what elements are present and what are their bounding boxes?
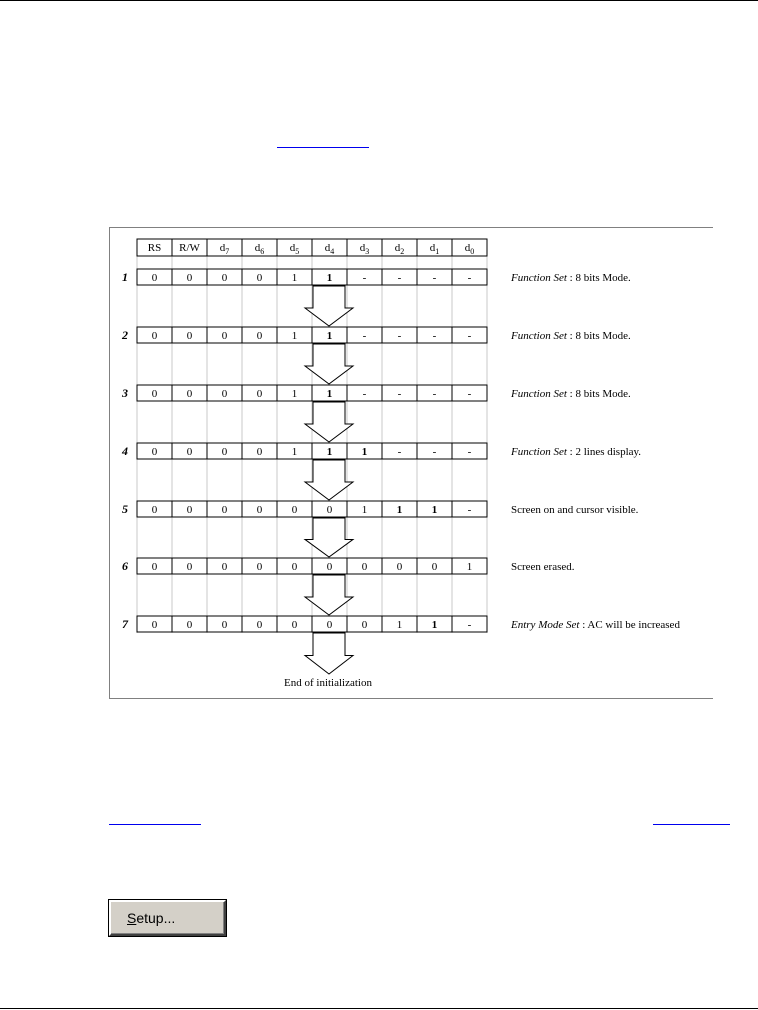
bit-cell-value: 0 bbox=[151, 504, 158, 516]
bit-cell-value: 1 bbox=[396, 619, 403, 631]
bit-cell-value: 1 bbox=[361, 504, 368, 516]
step-number: 4 bbox=[122, 444, 128, 458]
bit-cell-value: 0 bbox=[186, 388, 193, 400]
step-number: 7 bbox=[122, 617, 128, 631]
bit-cell-value: - bbox=[467, 272, 472, 284]
bit-cell-value: 0 bbox=[256, 504, 263, 516]
bit-cell-value: 0 bbox=[256, 272, 263, 284]
bit-cell-value: - bbox=[467, 388, 472, 400]
bit-cell-value: 1 bbox=[326, 330, 333, 342]
bit-cell-value: 0 bbox=[151, 561, 158, 573]
column-header: $d_7$ bbox=[219, 242, 230, 256]
hyperlink-underline-right[interactable] bbox=[653, 824, 730, 825]
bit-cell-value: 0 bbox=[256, 388, 263, 400]
bit-cell-value: 1 bbox=[291, 446, 298, 458]
setup-button[interactable] bbox=[109, 900, 226, 936]
bit-cell-value: - bbox=[432, 330, 437, 342]
step-description: Screen erased. bbox=[511, 561, 575, 573]
bit-cell-value: 1 bbox=[396, 504, 403, 516]
bit-cell-value: 0 bbox=[221, 504, 228, 516]
bit-cell-value: 1 bbox=[361, 446, 368, 458]
step-description: Function Set : 8 bits Mode. bbox=[511, 330, 631, 342]
bit-cell-value: 1 bbox=[291, 388, 298, 400]
top-rule bbox=[0, 0, 758, 1]
bit-cell-value: 0 bbox=[361, 561, 368, 573]
bit-cell-value: 0 bbox=[151, 619, 158, 631]
bit-cell-value: 0 bbox=[186, 561, 193, 573]
bit-cell-value: 0 bbox=[221, 388, 228, 400]
bit-cell-value: 0 bbox=[151, 272, 158, 284]
column-header: RS bbox=[147, 242, 162, 254]
bit-cell-value: - bbox=[432, 388, 437, 400]
bit-cell-value: 0 bbox=[326, 561, 333, 573]
bit-cell-value: 0 bbox=[151, 330, 158, 342]
down-arrow bbox=[305, 633, 353, 674]
bit-cell-value: 1 bbox=[466, 561, 473, 573]
bit-cell-value: - bbox=[397, 330, 402, 342]
bit-cell-value: 0 bbox=[326, 619, 333, 631]
bit-cell-value: - bbox=[362, 388, 367, 400]
bit-cell-value: 0 bbox=[221, 561, 228, 573]
bit-cell-value: 1 bbox=[326, 272, 333, 284]
bit-cell-value: 0 bbox=[256, 330, 263, 342]
step-description: Screen on and cursor visible. bbox=[511, 504, 639, 516]
column-header: $d_0$ bbox=[464, 242, 475, 256]
bit-cell-value: - bbox=[432, 272, 437, 284]
bit-cell-value: 1 bbox=[291, 272, 298, 284]
bit-cell-value: 0 bbox=[431, 561, 438, 573]
column-header: $d_5$ bbox=[289, 242, 300, 256]
bit-cell-value: 0 bbox=[256, 619, 263, 631]
bit-cell-value: 1 bbox=[431, 619, 438, 631]
bit-cell-value: - bbox=[467, 619, 472, 631]
bit-cell-value: 0 bbox=[186, 619, 193, 631]
bit-cell-value: - bbox=[467, 504, 472, 516]
bit-cell-value: 0 bbox=[151, 446, 158, 458]
setup-button-mnemonic: S bbox=[127, 910, 137, 926]
bit-cell-value: - bbox=[397, 272, 402, 284]
column-header: R/W bbox=[179, 242, 200, 254]
initialization-diagram bbox=[109, 227, 713, 699]
bit-cell-value: - bbox=[467, 446, 472, 458]
bit-cell-value: - bbox=[467, 330, 472, 342]
bit-cell-value: 0 bbox=[186, 446, 193, 458]
step-description: Function Set : 8 bits Mode. bbox=[511, 388, 631, 400]
column-header: $d_6$ bbox=[254, 242, 265, 256]
step-description: Function Set : 2 lines display. bbox=[511, 446, 642, 458]
end-of-initialization-label: End of initialization bbox=[284, 677, 372, 689]
bit-cell-value: 1 bbox=[431, 504, 438, 516]
bit-cell-value: 0 bbox=[186, 330, 193, 342]
bit-cell-value: 0 bbox=[221, 272, 228, 284]
hyperlink-underline[interactable] bbox=[277, 147, 369, 148]
step-number: 1 bbox=[122, 270, 128, 284]
column-header: $d_1$ bbox=[429, 242, 440, 256]
column-header: $d_4$ bbox=[324, 242, 335, 256]
bit-cell-value: - bbox=[362, 272, 367, 284]
bit-cell-value: - bbox=[362, 330, 367, 342]
bit-cell-value: 1 bbox=[291, 330, 298, 342]
initialization-diagram-svg bbox=[110, 228, 714, 700]
step-description: Function Set : 8 bits Mode. bbox=[511, 272, 631, 284]
bit-cell-value: 0 bbox=[221, 330, 228, 342]
bit-cell-value: 1 bbox=[326, 446, 333, 458]
bit-cell-value: 0 bbox=[396, 561, 403, 573]
bit-cell-value: 0 bbox=[186, 272, 193, 284]
bit-cell-value: - bbox=[397, 388, 402, 400]
column-header: $d_3$ bbox=[359, 242, 370, 256]
bit-cell-value: - bbox=[397, 446, 402, 458]
step-description: Entry Mode Set : AC will be increased bbox=[511, 619, 680, 631]
bit-cell-value: 0 bbox=[221, 446, 228, 458]
step-number: 5 bbox=[122, 502, 128, 516]
bit-cell-value: - bbox=[432, 446, 437, 458]
bit-cell-value: 0 bbox=[291, 619, 298, 631]
step-number: 3 bbox=[122, 386, 128, 400]
column-header: $d_2$ bbox=[394, 242, 405, 256]
bit-cell-value: 0 bbox=[361, 619, 368, 631]
bit-cell-value: 0 bbox=[186, 504, 193, 516]
bit-cell-value: 0 bbox=[221, 619, 228, 631]
bit-cell-value: 0 bbox=[256, 561, 263, 573]
bit-cell-value: 0 bbox=[326, 504, 333, 516]
bit-cell-value: 0 bbox=[151, 388, 158, 400]
hyperlink-underline-left[interactable] bbox=[109, 824, 201, 825]
step-number: 2 bbox=[122, 328, 128, 342]
bit-cell-value: 0 bbox=[291, 504, 298, 516]
bit-cell-value: 0 bbox=[256, 446, 263, 458]
bit-cell-value: 0 bbox=[291, 561, 298, 573]
step-number: 6 bbox=[122, 559, 128, 573]
setup-button-label: etup... bbox=[136, 910, 176, 926]
bit-cell-value: 1 bbox=[326, 388, 333, 400]
bottom-rule bbox=[0, 1008, 758, 1009]
